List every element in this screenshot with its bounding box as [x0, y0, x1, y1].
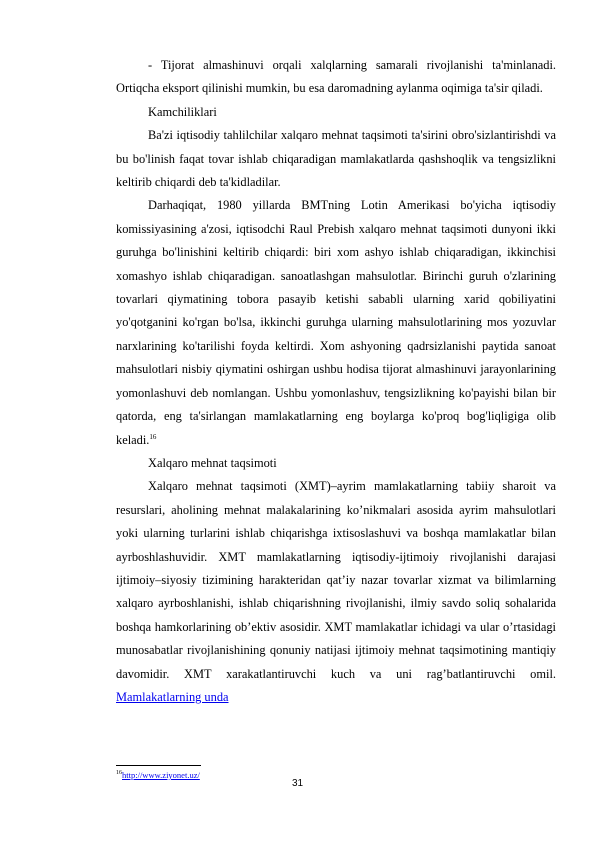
paragraph-xmt [116, 475, 556, 709]
paragraph-prebish-text: Darhaqiqat, 1980 yillarda BMTning Lotin Amerikasi bo'yicha iqtisodiy komissiyasining a'zosi, iqtisodchi Raul Prebish xalqaro mehnat taqsimoti dunyoni ikki guruhga bo'linishini keltirib chiqardi: biri xom ashyo ishlab chiqaradigan, ikkinchisi xomashyo ishlab chiqaradigan. sanoatlashgan mahsulotlar. Birinchi guruh o'zlarining tovarlari qiymatining tobora pasayib ketishi sababli ularning xarid qobiliyatini yo'qotganini ko'rgan bo'lsa, ikkinchi guruhga ularning mahsulotlarining mos yozuvlar narxlarining ko'tarilishi foyda keltirdi. Xom ashyoning qadrsizlanishi paytida sanoat mahsulotlari nisbiy qiymatini oshirgan ushbu hodisa tijorat almashinuvi jarayonlarining yomonlashuvi deb nomlangan. Ushbu yomonlashuv, tengsizlikning ko'payishi bilan bir qatorda, eng ta'sirlangan mamlakatlarning eng boylarga ko'proq bog'liqligiga olib keladi. [116, 198, 556, 447]
paragraph-prebish [116, 194, 556, 451]
paragraph-trade-exchange: - Tijorat almashinuvi orqali xalqlarning samarali rivojlanishi ta'minlanadi. Ortiqcha eksport qilinishi mumkin, bu esa daromadning aylanma oqimiga ta'sir qiladi. [116, 58, 556, 96]
paragraph-critics: Ba'zi iqtisodiy tahlilchilar xalqaro mehnat taqsimoti ta'sirini obro'sizlantirishdi va bu bo'linish faqat tovar ishlab chiqaradigan mamlakatlarda qashshoqlik va tengsizlikni keltirib chiqardi deb ta'kidladilar. [116, 128, 556, 190]
heading-international-division: Xalqaro mehnat taqsimoti [148, 455, 277, 470]
footnote-link[interactable]: http://www.ziyonet.uz/ [122, 769, 200, 780]
page-number: 31 [291, 778, 304, 789]
continuation-link[interactable]: Mamlakatlarning unda [116, 689, 229, 704]
footnote-reference[interactable]: 16 [149, 432, 157, 441]
heading-disadvantages: Kamchiliklari [148, 104, 217, 119]
footnote-mark: 16 [116, 770, 122, 776]
footnote-divider [116, 765, 201, 766]
paragraph-xmt-text: Xalqaro mehnat taqsimoti (XMT)–ayrim mamlakatlarning tabiiy sharoit va resurslari, aholining mehnat malakalarining ko’nikmalari asosida ayrim mahsulotlari yoki ularning turlarini ishlab chiqarishga ixtisoslashuvi va boshqa mamlakatlar bilan ayrboshlashuvidir. XMT mamlakatlarning iqtisodiy-ijtimoiy rivojlanishi darajasi ijtimoiy–siyosiy tizimining harakteridan qat’iy nazar tovarlar xizmat va bilimlarning xalqaro ayrboshlanishi, ishlab chiqarishning rivojlanishi, ilmiy savdo soliq sohalarida boshqa hamkorlarining ob’ektiv asosidir. XMT mamlakatlar ichidagi va ular o’rtasidagi munosabatlar rivojlanishining qonuniy natijasi ijtimoiy mehnat taqsimotining mantiqiy davomidir. XMT xarakatlantiruvchi kuch va uni rag’batlantiruvchi omil. [116, 479, 556, 681]
document-body [116, 54, 556, 709]
